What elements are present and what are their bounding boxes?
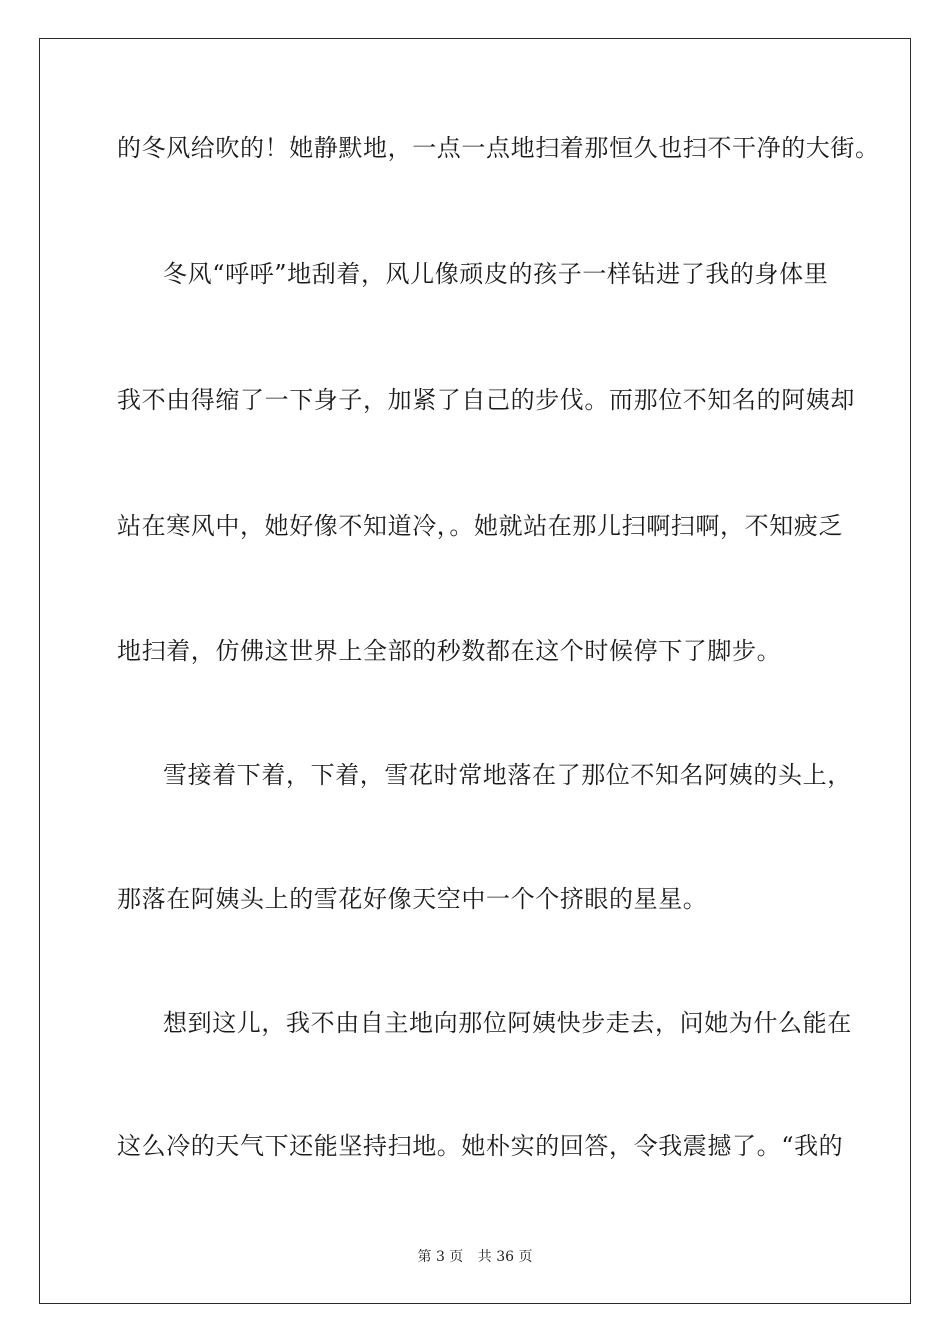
text-line-9: 这么冷的天气下还能坚持扫地。她朴实的回答，令我震撼了。“我的 bbox=[117, 1132, 844, 1160]
page-number: 第 3 页 bbox=[417, 1249, 464, 1265]
text-line-2: 冬风“呼呼”地刮着，风儿像顽皮的孩子一样钻进了我的身体里 bbox=[163, 260, 829, 288]
text-line-8: 想到这儿，我不由自主地向那位阿姨快步走去，问她为什么能在 bbox=[163, 1009, 852, 1037]
text-line-3: 我不由得缩了一下身子，加紧了自己的步伐。而那位不知名的阿姨却 bbox=[117, 386, 855, 414]
text-line-4: 站在寒风中，她好像不知道冷，。她就站在那儿扫啊扫啊，不知疲乏 bbox=[117, 512, 843, 540]
text-line-1: 的冬风给吹的！她静默地，一点一点地扫着那恒久也扫不干净的大街。 bbox=[117, 134, 880, 162]
page-footer bbox=[0, 1248, 950, 1266]
text-line-7: 那落在阿姨头上的雪花好像天空中一个个挤眼的星星。 bbox=[117, 885, 708, 913]
page-border bbox=[39, 38, 911, 1304]
page-total: 共 36 页 bbox=[477, 1249, 533, 1265]
text-line-5: 地扫着，仿佛这世界上全部的秒数都在这个时候停下了脚步。 bbox=[117, 637, 782, 665]
text-line-6: 雪接着下着，下着，雪花时常地落在了那位不知名阿姨的头上， bbox=[163, 761, 852, 789]
